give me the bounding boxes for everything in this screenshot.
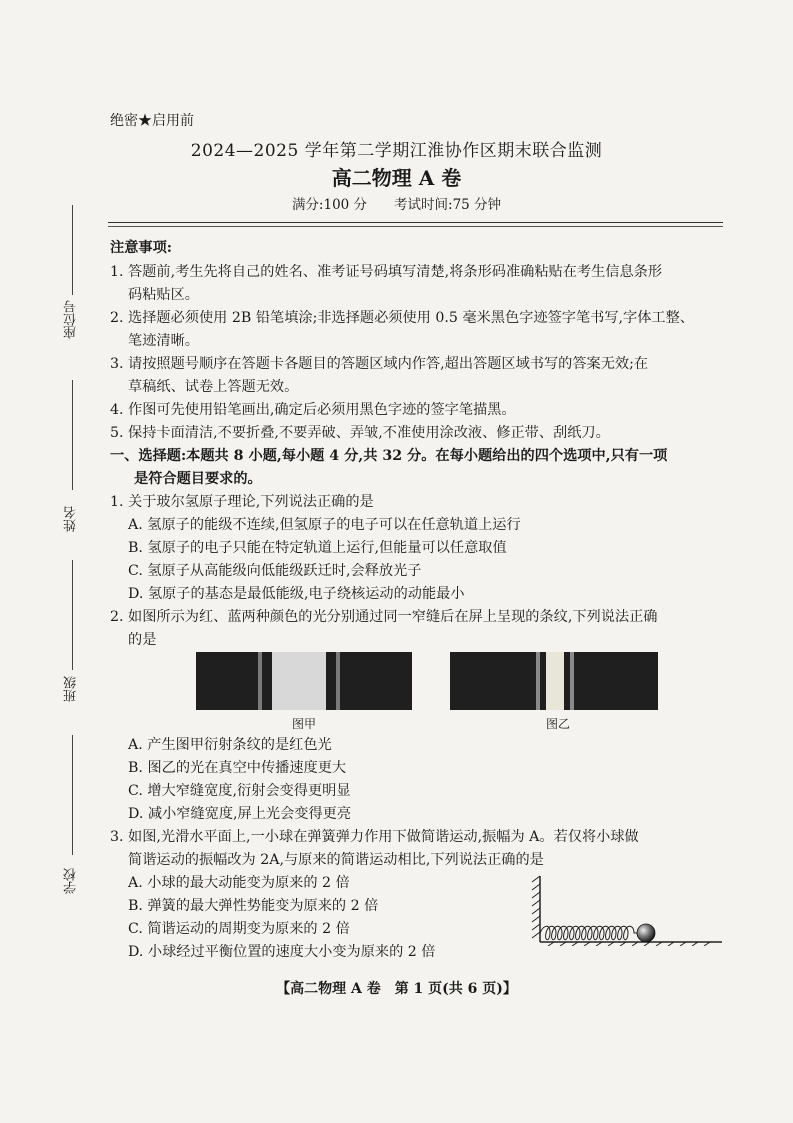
q2-stem-cont: 的是 <box>128 632 157 648</box>
fringe-figure-a <box>196 652 412 710</box>
margin-label-seat: 座位号 <box>64 300 79 339</box>
q3-option-b: B. 弹簧的最大弹性势能变为原来的 2 倍 <box>128 898 379 914</box>
notice-line: 草稿纸、试卷上答题无效。 <box>128 379 299 395</box>
header-rule <box>108 222 723 223</box>
q3-option-c: C. 简谐运动的周期变为原来的 2 倍 <box>128 921 350 937</box>
page-footer: 【高二物理 A 卷 第 1 页(共 6 页)】 <box>276 981 517 997</box>
score-time-info: 满分:100 分 考试时间:75 分钟 <box>291 197 502 213</box>
margin-line-seat-top <box>72 205 73 295</box>
fig-b-caption: 图乙 <box>546 717 571 731</box>
q3-option-d: D. 小球经过平衡位置的速度大小变为原来的 2 倍 <box>128 944 436 960</box>
paper-subject: 高二物理 A 卷 <box>331 166 462 190</box>
margin-label-class: 班级 <box>64 676 79 702</box>
fringe-figure-b <box>450 652 658 710</box>
margin-label-school: 学校 <box>64 868 79 894</box>
q3-option-a: A. 小球的最大动能变为原来的 2 倍 <box>128 875 350 891</box>
q2-option-c: C. 增大窄缝宽度,衍射会变得更明显 <box>128 783 351 799</box>
margin-line-school-top <box>72 735 73 855</box>
margin-line-name-top <box>72 380 73 490</box>
margin-line-class-top <box>72 560 73 670</box>
q2-option-d: D. 减小窄缝宽度,屏上光会变得更亮 <box>128 806 352 822</box>
fig-a-caption: 图甲 <box>292 717 317 731</box>
q1-option-a: A. 氢原子的能级不连续,但氢原子的电子可以在任意轨道上运行 <box>128 517 521 533</box>
notice-line: 3. 请按照题号顺序在答题卡各题目的答题区域内作答,超出答题区域书写的答案无效;在 <box>110 356 649 372</box>
q2-option-a: A. 产生图甲衍射条纹的是红色光 <box>128 737 332 753</box>
q2-option-b: B. 图乙的光在真空中传播速度更大 <box>128 760 347 776</box>
notice-line: 笔迹清晰。 <box>128 333 199 349</box>
notice-heading: 注意事项: <box>110 240 172 256</box>
notice-line: 1. 答题前,考生先将自己的姓名、准考证号码填写清楚,将条形码准确粘贴在考生信息条形 <box>110 264 663 280</box>
section-heading: 一、选择题:本题共 8 小题,每小题 4 分,共 32 分。在每小题给出的四个选项中,只有一项 <box>110 448 668 464</box>
section-heading-cont: 是符合题目要求的。 <box>134 471 262 487</box>
q2-stem: 2. 如图所示为红、蓝两种颜色的光分别通过同一窄缝后在屏上呈现的条纹,下列说法正确 <box>110 609 658 625</box>
q3-stem-cont: 简谐运动的振幅改为 2A,与原来的简谐运动相比,下列说法正确的是 <box>128 852 544 868</box>
q3-stem: 3. 如图,光滑水平面上,一小球在弹簧弹力作用下做简谐运动,振幅为 A。若仅将小球做 <box>110 829 639 845</box>
q1-option-b: B. 氢原子的电子只能在特定轨道上运行,但能量可以任意取值 <box>128 540 507 556</box>
notice-line: 2. 选择题必须使用 2B 铅笔填涂;非选择题必须使用 0.5 毫米黑色字迹签字笔书写,字体工整、 <box>110 310 694 326</box>
notice-line: 码粘贴区。 <box>128 287 199 303</box>
q1-option-c: C. 氢原子从高能级向低能级跃迁时,会释放光子 <box>128 563 422 579</box>
confidential-label: 绝密★启用前 <box>110 113 194 129</box>
margin-label-name: 姓名 <box>64 506 79 532</box>
header-rule-thin <box>108 226 723 227</box>
exam-title: 2024—2025 学年第二学期江淮协作区期末联合监测 <box>190 141 603 161</box>
notice-line: 5. 保持卡面清洁,不要折叠,不要弄破、弄皱,不准使用涂改液、修正带、刮纸刀。 <box>110 425 610 441</box>
spring-ball-figure <box>530 874 726 946</box>
notice-line: 4. 作图可先使用铅笔画出,确定后必须用黑色字迹的签字笔描黑。 <box>110 402 516 418</box>
q1-option-d: D. 氢原子的基态是最低能级,电子绕核运动的动能最小 <box>128 586 465 602</box>
q1-stem: 1. 关于玻尔氢原子理论,下列说法正确的是 <box>110 494 374 510</box>
